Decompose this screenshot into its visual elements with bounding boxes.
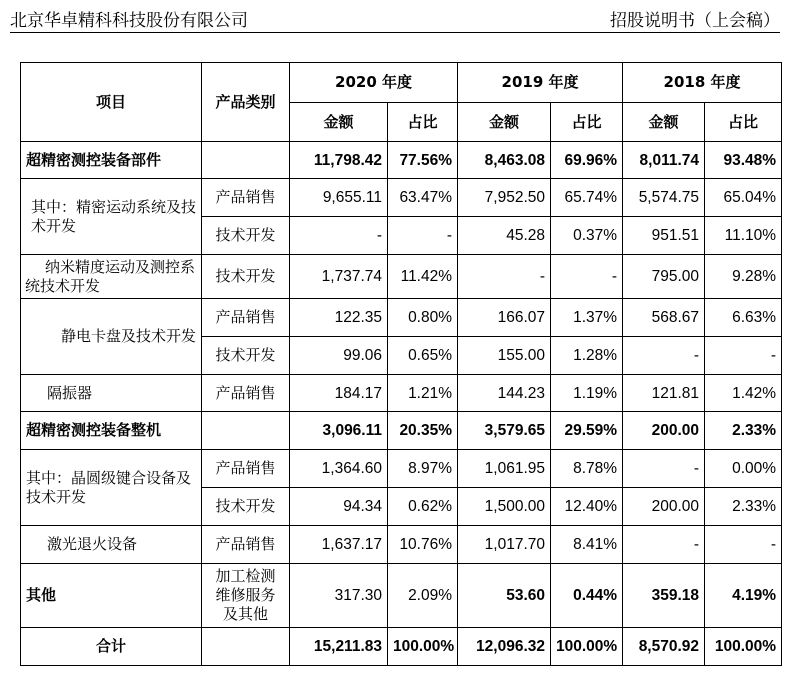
- item-cell: 超精密测控装备部件: [21, 142, 202, 179]
- ratio-2019: 0.37%: [551, 217, 623, 255]
- ratio-2019: 12.40%: [551, 488, 623, 526]
- ratio-2020: 11.42%: [388, 255, 458, 299]
- item-cell: 其他: [21, 564, 202, 628]
- ratio-2019: 1.28%: [551, 337, 623, 375]
- amount-2018: 359.18: [623, 564, 705, 628]
- category-cell: 产品销售: [202, 179, 290, 217]
- table-row: [21, 142, 782, 179]
- ratio-2020: 77.56%: [388, 142, 458, 179]
- amount-2020: 122.35: [290, 299, 388, 337]
- amount-2020: 1,737.74: [290, 255, 388, 299]
- header-item: 项目: [21, 63, 202, 142]
- ratio-2020: 8.97%: [388, 450, 458, 488]
- amount-2018: 200.00: [623, 412, 705, 450]
- header-year-2019: 2019 年度: [458, 63, 623, 103]
- ratio-2018: 100.00%: [705, 628, 782, 666]
- table-row: [21, 564, 782, 628]
- table-row: [21, 628, 782, 666]
- item-cell: 超精密测控装备整机: [21, 412, 202, 450]
- ratio-2020: 63.47%: [388, 179, 458, 217]
- ratio-2019: 65.74%: [551, 179, 623, 217]
- amount-2018: -: [623, 526, 705, 564]
- category-cell: [202, 412, 290, 450]
- ratio-2018: 6.63%: [705, 299, 782, 337]
- ratio-2018: 2.33%: [705, 488, 782, 526]
- amount-2019: 45.28: [458, 217, 551, 255]
- header-ratio-2018: 占比: [705, 103, 782, 142]
- amount-2018: 8,011.74: [623, 142, 705, 179]
- table-row: [21, 179, 782, 217]
- ratio-2018: -: [705, 337, 782, 375]
- amount-2019: 8,463.08: [458, 142, 551, 179]
- ratio-2019: 69.96%: [551, 142, 623, 179]
- ratio-2018: 1.42%: [705, 375, 782, 412]
- ratio-2020: -: [388, 217, 458, 255]
- ratio-2020: 0.65%: [388, 337, 458, 375]
- ratio-2020: 0.80%: [388, 299, 458, 337]
- table-row: [21, 526, 782, 564]
- table-row: [21, 450, 782, 488]
- document-title: 招股说明书（上会稿）: [610, 11, 780, 31]
- amount-2019: 7,952.50: [458, 179, 551, 217]
- ratio-2018: 93.48%: [705, 142, 782, 179]
- amount-2019: 166.07: [458, 299, 551, 337]
- amount-2019: 12,096.32: [458, 628, 551, 666]
- amount-2019: 3,579.65: [458, 412, 551, 450]
- ratio-2019: 0.44%: [551, 564, 623, 628]
- ratio-2020: 0.62%: [388, 488, 458, 526]
- revenue-table: [20, 62, 782, 666]
- ratio-2019: 1.19%: [551, 375, 623, 412]
- table-row: [21, 375, 782, 412]
- header-rule: [10, 32, 780, 33]
- amount-2018: 200.00: [623, 488, 705, 526]
- category-cell: 技术开发: [202, 488, 290, 526]
- category-cell: 产品销售: [202, 299, 290, 337]
- header-year-2018: 2018 年度: [623, 63, 782, 103]
- item-cell: 隔振器: [21, 375, 202, 412]
- amount-2019: 155.00: [458, 337, 551, 375]
- ratio-2019: 8.41%: [551, 526, 623, 564]
- amount-2020: 99.06: [290, 337, 388, 375]
- item-cell: 激光退火设备: [21, 526, 202, 564]
- header-ratio-2020: 占比: [388, 103, 458, 142]
- amount-2020: 94.34: [290, 488, 388, 526]
- ratio-2019: 1.37%: [551, 299, 623, 337]
- item-cell: 纳米精度运动及测控系统技术开发: [21, 255, 202, 299]
- header-amount-2019: 金额: [458, 103, 551, 142]
- item-cell: 其中：精密运动系统及技术开发: [21, 179, 202, 255]
- amount-2020: 317.30: [290, 564, 388, 628]
- amount-2018: 568.67: [623, 299, 705, 337]
- amount-2019: 144.23: [458, 375, 551, 412]
- amount-2019: 1,500.00: [458, 488, 551, 526]
- amount-2018: 951.51: [623, 217, 705, 255]
- ratio-2018: 2.33%: [705, 412, 782, 450]
- amount-2020: 11,798.42: [290, 142, 388, 179]
- ratio-2019: 8.78%: [551, 450, 623, 488]
- item-cell: 其中：晶圆级键合设备及技术开发: [21, 450, 202, 526]
- ratio-2018: 11.10%: [705, 217, 782, 255]
- amount-2020: -: [290, 217, 388, 255]
- category-cell: 技术开发: [202, 337, 290, 375]
- amount-2020: 1,364.60: [290, 450, 388, 488]
- header-amount-2018: 金额: [623, 103, 705, 142]
- header-category: 产品类别: [202, 63, 290, 142]
- ratio-2018: 65.04%: [705, 179, 782, 217]
- amount-2018: 121.81: [623, 375, 705, 412]
- category-cell: 技术开发: [202, 255, 290, 299]
- item-cell: 静电卡盘及技术开发: [21, 299, 202, 375]
- amount-2020: 3,096.11: [290, 412, 388, 450]
- amount-2018: 8,570.92: [623, 628, 705, 666]
- amount-2020: 15,211.83: [290, 628, 388, 666]
- ratio-2018: -: [705, 526, 782, 564]
- category-cell: 产品销售: [202, 526, 290, 564]
- amount-2018: 795.00: [623, 255, 705, 299]
- amount-2018: -: [623, 450, 705, 488]
- category-cell: 产品销售: [202, 375, 290, 412]
- ratio-2020: 20.35%: [388, 412, 458, 450]
- table-row: [21, 412, 782, 450]
- category-cell: 加工检测维修服务及其他: [202, 564, 290, 628]
- category-cell: 产品销售: [202, 450, 290, 488]
- amount-2019: 53.60: [458, 564, 551, 628]
- header-amount-2020: 金额: [290, 103, 388, 142]
- amount-2019: 1,017.70: [458, 526, 551, 564]
- ratio-2019: 29.59%: [551, 412, 623, 450]
- ratio-2018: 4.19%: [705, 564, 782, 628]
- amount-2018: 5,574.75: [623, 179, 705, 217]
- amount-2019: -: [458, 255, 551, 299]
- table-row: [21, 255, 782, 299]
- header-year-2020: 2020 年度: [290, 63, 458, 103]
- amount-2019: 1,061.95: [458, 450, 551, 488]
- ratio-2019: 100.00%: [551, 628, 623, 666]
- item-cell: 合计: [21, 628, 202, 666]
- header-ratio-2019: 占比: [551, 103, 623, 142]
- ratio-2018: 9.28%: [705, 255, 782, 299]
- ratio-2020: 2.09%: [388, 564, 458, 628]
- table-row: [21, 299, 782, 337]
- amount-2020: 1,637.17: [290, 526, 388, 564]
- ratio-2019: -: [551, 255, 623, 299]
- ratio-2020: 100.00%: [388, 628, 458, 666]
- company-name: 北京华卓精科科技股份有限公司: [10, 11, 248, 31]
- amount-2020: 184.17: [290, 375, 388, 412]
- amount-2018: -: [623, 337, 705, 375]
- ratio-2020: 1.21%: [388, 375, 458, 412]
- ratio-2020: 10.76%: [388, 526, 458, 564]
- category-cell: [202, 628, 290, 666]
- category-cell: 技术开发: [202, 217, 290, 255]
- category-cell: [202, 142, 290, 179]
- amount-2020: 9,655.11: [290, 179, 388, 217]
- ratio-2018: 0.00%: [705, 450, 782, 488]
